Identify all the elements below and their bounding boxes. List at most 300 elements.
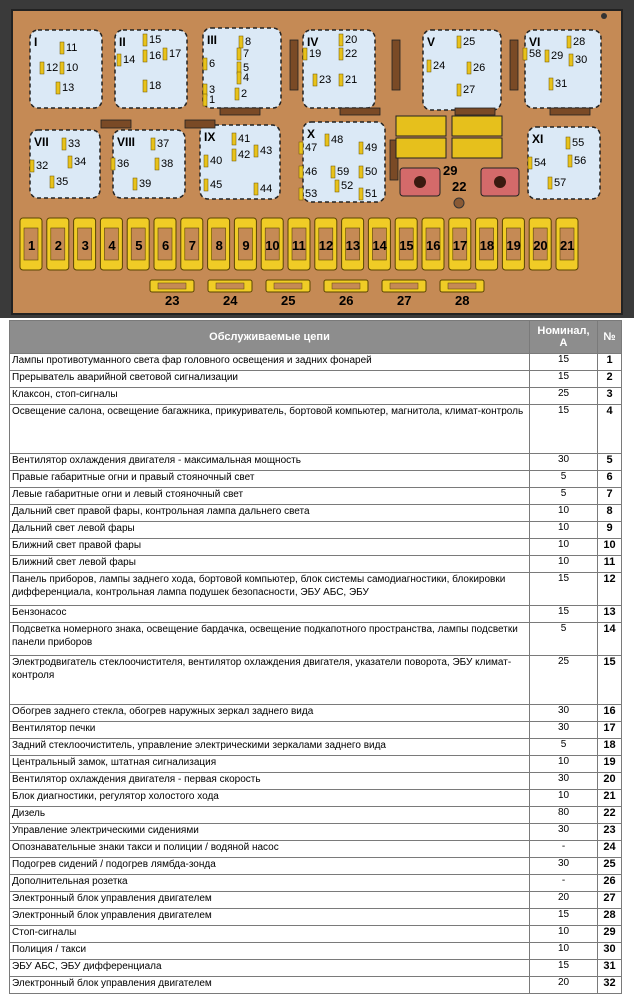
relay-terminal-pin [204, 179, 208, 191]
relay-label: II [119, 35, 126, 49]
relay-terminal-label: 18 [149, 80, 162, 92]
relay-terminal-pin [239, 36, 243, 48]
relay-terminal-label: 23 [319, 74, 332, 86]
fuse-11 [288, 218, 310, 270]
circuit-desc: Освещение салона, освещение багажника, прикуриватель, бортовой компьютер, магнитола, климат-контроль [10, 405, 530, 454]
table-row [10, 556, 622, 573]
table-row [10, 522, 622, 539]
fuse-5 [127, 218, 149, 270]
table-row [10, 841, 622, 858]
circuit-desc: Лампы противотуманного света фар головного освещения и задних фонарей [10, 354, 530, 371]
relay-terminal-pin [30, 160, 34, 172]
relay-label: VII [34, 135, 49, 149]
table-row [10, 505, 622, 522]
fuse-rating: 15 [530, 606, 598, 623]
circuit-desc: Электронный блок управления двигателем [10, 977, 530, 994]
fuse-10 [261, 218, 283, 270]
relay-terminal-pin [203, 94, 207, 106]
relay-terminal-label: 55 [572, 137, 585, 149]
fuse-19 [502, 218, 524, 270]
table-row [10, 405, 622, 454]
busbar-slot [101, 120, 131, 128]
relay-terminal-label: 46 [305, 166, 318, 178]
relay-terminal-label: 33 [68, 138, 81, 150]
relay-VI [523, 30, 601, 108]
fuse-number: 17 [598, 722, 622, 739]
fuse-29-label: 29 [443, 163, 458, 178]
relay-label: X [307, 127, 316, 141]
relay-terminal-pin [254, 183, 258, 195]
relay-terminal-pin [457, 84, 461, 96]
relay-label: XI [532, 132, 544, 146]
fuse-21 [556, 218, 578, 270]
fuse-rating: 10 [530, 943, 598, 960]
busbar-slot [510, 40, 518, 90]
fuse-6 [154, 218, 176, 270]
fuse-12 [315, 218, 337, 270]
circuit-desc: Вентилятор печки [10, 722, 530, 739]
relay-terminal-pin [325, 134, 329, 146]
relay-label: VIII [117, 135, 136, 149]
circuit-desc: Дальний свет левой фары [10, 522, 530, 539]
fuse-number: 31 [598, 960, 622, 977]
busbar-slot [550, 108, 590, 115]
fuse-number: 16 [598, 705, 622, 722]
fuse-number: 24 [598, 841, 622, 858]
relay-terminal-label: 29 [551, 50, 564, 62]
relay-terminal-label: 26 [473, 62, 486, 74]
relay-terminal-pin [204, 155, 208, 167]
table-row [10, 705, 622, 722]
relay-terminal-pin [254, 145, 258, 157]
table-row [10, 471, 622, 488]
fuse-number: 10 [598, 539, 622, 556]
fuse-rating: 15 [530, 354, 598, 371]
fuse-rating: 30 [530, 858, 598, 875]
table-row [10, 454, 622, 471]
fuse-number: 20 [598, 773, 622, 790]
fuse-label: 21 [560, 238, 575, 253]
relay-terminal-label: 51 [365, 188, 378, 200]
circuit-desc: Ближний свет левой фары [10, 556, 530, 573]
relay-terminal-pin [60, 62, 64, 74]
fuse-rating: 15 [530, 573, 598, 606]
fuse-number: 7 [598, 488, 622, 505]
fuse-rating: - [530, 841, 598, 858]
header-rating: Номинал, А [530, 321, 598, 354]
fuse-label: 3 [81, 238, 89, 253]
fuse-9 [234, 218, 256, 270]
fuse-number: 11 [598, 556, 622, 573]
relay-terminal-label: 44 [260, 183, 273, 195]
relay-terminal-label: 56 [574, 155, 587, 167]
fuse-29-contact [414, 176, 426, 188]
relay-terminal-pin [545, 50, 549, 62]
circuit-desc: Подогрев сидений / подогрев лямбда-зонда [10, 858, 530, 875]
relay-terminal-label: 25 [463, 36, 476, 48]
circuit-desc: Стоп-сигналы [10, 926, 530, 943]
table-row [10, 722, 622, 739]
fuse-rating: 10 [530, 790, 598, 807]
maxi-fuse [396, 138, 446, 158]
fuse-rating: 5 [530, 488, 598, 505]
fuse-number: 4 [598, 405, 622, 454]
relay-terminal-label: 30 [575, 54, 588, 66]
relay-terminal-label: 43 [260, 145, 273, 157]
fuse-number: 13 [598, 606, 622, 623]
busbar-slot [290, 40, 298, 90]
relay-terminal-pin [568, 155, 572, 167]
relay-terminal-pin [331, 166, 335, 178]
table-row [10, 756, 622, 773]
fuse-rating: 25 [530, 388, 598, 405]
circuit-desc: Центральный замок, штатная сигнализация [10, 756, 530, 773]
fuse-label: 9 [242, 238, 250, 253]
relay-terminal-label: 12 [46, 62, 59, 74]
relay-terminal-label: 20 [345, 34, 358, 46]
fuse-rating: 10 [530, 756, 598, 773]
relay-terminal-pin [467, 62, 471, 74]
fuse-window [390, 283, 418, 289]
fuse-label: 23 [165, 293, 180, 308]
fuse-number: 6 [598, 471, 622, 488]
fuse-box-diagram [0, 0, 634, 318]
relay-terminal-pin [548, 177, 552, 189]
relay-terminal-label: 59 [337, 166, 350, 178]
table-row [10, 773, 622, 790]
relay-terminal-label: 1 [209, 94, 216, 106]
fuse-rating: 5 [530, 471, 598, 488]
relay-terminal-label: 2 [241, 88, 248, 100]
circuit-desc: Обогрев заднего стекла, обогрев наружных зеркал заднего вида [10, 705, 530, 722]
fuse-2 [47, 218, 69, 270]
busbar-slot [392, 40, 400, 90]
relay-terminal-label: 7 [243, 48, 250, 60]
relay-V [423, 30, 501, 110]
relay-terminal-pin [457, 36, 461, 48]
relay-VIII [111, 130, 185, 198]
fuse-number: 21 [598, 790, 622, 807]
relay-terminal-label: 13 [62, 82, 75, 94]
fuse-rating: 30 [530, 773, 598, 790]
relay-terminal-pin [359, 142, 363, 154]
relay-terminal-pin [111, 158, 115, 170]
relay-terminal-label: 49 [365, 142, 378, 154]
relay-terminal-label: 42 [238, 149, 251, 161]
relay-terminal-label: 22 [345, 48, 358, 60]
relay-terminal-label: 8 [245, 36, 252, 48]
relay-terminal-pin [133, 178, 137, 190]
fuse-rating: 25 [530, 656, 598, 705]
busbar-slot [220, 108, 260, 115]
relay-terminal-pin [151, 138, 155, 150]
fuse-7 [181, 218, 203, 270]
relay-terminal-label: 40 [210, 155, 223, 167]
fuse-label: 26 [339, 293, 354, 308]
fuse-number: 18 [598, 739, 622, 756]
table-row [10, 960, 622, 977]
fuse-label: 18 [479, 238, 495, 253]
fuse-rating: - [530, 875, 598, 892]
fuse-number: 30 [598, 943, 622, 960]
fuse-label: 24 [223, 293, 238, 308]
fuse-window [448, 283, 476, 289]
circuit-desc: Клаксон, стоп-сигналы [10, 388, 530, 405]
relay-terminal-pin [235, 88, 239, 100]
table-row [10, 573, 622, 606]
relay-terminal-pin [62, 138, 66, 150]
circuit-desc: Бензонасос [10, 606, 530, 623]
fuse-rating: 15 [530, 960, 598, 977]
fuse-rating: 20 [530, 892, 598, 909]
relay-terminal-label: 3 [209, 84, 216, 96]
fuse-number: 26 [598, 875, 622, 892]
fuse-number: 3 [598, 388, 622, 405]
fuse-16 [422, 218, 444, 270]
relay-terminal-pin [359, 188, 363, 200]
circuit-desc: Дополнительная розетка [10, 875, 530, 892]
relay-label: I [34, 35, 38, 49]
relay-terminal-label: 14 [123, 54, 136, 66]
relay-terminal-pin [335, 180, 339, 192]
relay-terminal-label: 38 [161, 158, 174, 170]
relay-terminal-label: 54 [534, 157, 547, 169]
relay-terminal-pin [155, 158, 159, 170]
relay-terminal-pin [569, 54, 573, 66]
busbar-slot [455, 108, 495, 115]
table-row [10, 539, 622, 556]
fuse-rating: 30 [530, 454, 598, 471]
relay-terminal-label: 34 [74, 156, 87, 168]
table-row [10, 858, 622, 875]
fuse-window [332, 283, 360, 289]
fuse-rating: 30 [530, 705, 598, 722]
circuit-desc: Вентилятор охлаждения двигателя - первая скорость [10, 773, 530, 790]
relay-terminal-pin [40, 62, 44, 74]
circuit-desc: Управление электрическими сидениями [10, 824, 530, 841]
circuit-desc: Опознавательные знаки такси и полиции / водяной насос [10, 841, 530, 858]
circuit-desc: Задний стеклоочиститель, управление электрическими зеркалами заднего вида [10, 739, 530, 756]
relay-terminal-label: 27 [463, 84, 476, 96]
circuit-desc: Дизель [10, 807, 530, 824]
relay-terminal-pin [237, 72, 241, 84]
table-row [10, 388, 622, 405]
table-row [10, 807, 622, 824]
relay-terminal-pin [143, 80, 147, 92]
fuse-number: 12 [598, 573, 622, 606]
relay-terminal-pin [339, 48, 343, 60]
relay-terminal-pin [237, 48, 241, 60]
fuse-number: 22 [598, 807, 622, 824]
relay-IV [303, 30, 375, 108]
table-row [10, 371, 622, 388]
relay-terminal-label: 10 [66, 62, 79, 74]
table-row [10, 824, 622, 841]
relay-terminal-pin [523, 48, 527, 60]
relay-IX [200, 125, 280, 199]
fuse-window [158, 283, 186, 289]
fuse-label: 10 [265, 238, 280, 253]
fuse-label: 28 [455, 293, 470, 308]
relay-terminal-pin [163, 48, 167, 60]
fuse-number: 2 [598, 371, 622, 388]
table-row [10, 977, 622, 994]
relay-I [30, 30, 102, 108]
circuit-desc: Электронный блок управления двигателем [10, 892, 530, 909]
fuse-label: 5 [135, 238, 143, 253]
relay-terminal-label: 31 [555, 78, 568, 90]
relay-label: VI [529, 35, 541, 49]
relay-terminal-label: 53 [305, 188, 318, 200]
table-row [10, 623, 622, 656]
relay-terminal-label: 6 [209, 58, 216, 70]
circuit-desc: Блок диагностики, регулятор холостого хода [10, 790, 530, 807]
relay-terminal-label: 24 [433, 60, 446, 72]
table-row [10, 909, 622, 926]
relay-terminal-pin [50, 176, 54, 188]
table-row [10, 488, 622, 505]
fuse-15 [395, 218, 417, 270]
relay-terminal-pin [313, 74, 317, 86]
fuse-label: 13 [345, 238, 361, 253]
fuse-rating: 10 [530, 522, 598, 539]
fuse-rating: 10 [530, 556, 598, 573]
fuse-number: 32 [598, 977, 622, 994]
circuit-desc: Электронный блок управления двигателем [10, 909, 530, 926]
table-row [10, 875, 622, 892]
header-number: № [598, 321, 622, 354]
relay-VII [30, 130, 100, 198]
fuse-rating: 10 [530, 505, 598, 522]
fuse-holder-contact [494, 176, 506, 188]
fuse-label: 4 [108, 238, 116, 253]
fuse-label: 7 [188, 238, 197, 253]
fuse-rating: 80 [530, 807, 598, 824]
fuse-label: 1 [28, 238, 36, 253]
table-row [10, 926, 622, 943]
relay-terminal-label: 11 [66, 42, 78, 54]
table-row [10, 943, 622, 960]
relay-terminal-pin [117, 54, 121, 66]
busbar-slot [340, 108, 380, 115]
fuse-22-label: 22 [452, 179, 467, 194]
header-circuits: Обслуживаемые цепи [10, 321, 530, 354]
fuse-1 [20, 218, 42, 270]
relay-II [115, 30, 187, 108]
table-row [10, 790, 622, 807]
fuse-label: 12 [318, 238, 334, 253]
relay-terminal-label: 36 [117, 158, 130, 170]
busbar-slot [185, 120, 215, 128]
fuse-label: 25 [281, 293, 296, 308]
fuse-label: 16 [426, 238, 441, 253]
fuse-13 [342, 218, 364, 270]
circuit-desc: Левые габаритные огни и левый стояночный свет [10, 488, 530, 505]
fuse-label: 14 [372, 238, 387, 253]
relay-label: IX [204, 130, 216, 144]
relay-terminal-pin [143, 34, 147, 46]
relay-terminal-pin [566, 137, 570, 149]
relay-terminal-pin [56, 82, 60, 94]
relay-terminal-label: 47 [305, 142, 318, 154]
circuit-desc: Правые габаритные огни и правый стояночный свет [10, 471, 530, 488]
relay-terminal-pin [299, 188, 303, 200]
relay-terminal-pin [203, 58, 207, 70]
circuit-desc: Электродвигатель стеклоочистителя, вентилятор охлаждения двигателя, указатели поворота, ЭБУ климат-контроля [10, 656, 530, 705]
fuse-3 [74, 218, 96, 270]
relay-terminal-label: 52 [341, 180, 354, 192]
fuse-rating: 5 [530, 623, 598, 656]
relay-terminal-label: 35 [56, 176, 69, 188]
maxi-fuse [452, 138, 502, 158]
table-row [10, 354, 622, 371]
relay-terminal-pin [143, 50, 147, 62]
circuit-desc: Панель приборов, лампы заднего хода, бортовой компьютер, блок системы самодиагностики, блокировки дифференциала, контрольная лампа подушек безопасности, ЭБУ АБС, ЭБУ [10, 573, 530, 606]
fuse-14 [368, 218, 390, 270]
fuse-rating: 15 [530, 909, 598, 926]
fuse-8 [208, 218, 230, 270]
relay-terminal-pin [339, 74, 343, 86]
fuse-rating: 5 [530, 739, 598, 756]
fuse-number: 5 [598, 454, 622, 471]
fuse-number: 25 [598, 858, 622, 875]
relay-terminal-pin [427, 60, 431, 72]
relay-terminal-label: 57 [554, 177, 567, 189]
fuse-20 [529, 218, 551, 270]
relay-terminal-pin [528, 157, 532, 169]
table-row [10, 892, 622, 909]
fuse-number: 23 [598, 824, 622, 841]
circuit-desc: Подсветка номерного знака, освещение бардачка, освещение подкапотного пространства, лампы подсветки панели приборов [10, 623, 530, 656]
fuse-number: 29 [598, 926, 622, 943]
relay-terminal-pin [232, 149, 236, 161]
fuse-label: 19 [506, 238, 521, 253]
relay-terminal-label: 37 [157, 138, 170, 150]
circuit-desc: Ближний свет правой фары [10, 539, 530, 556]
relay-terminal-label: 16 [149, 50, 162, 62]
fuse-number: 9 [598, 522, 622, 539]
relay-label: IV [307, 35, 319, 49]
relay-terminal-pin [232, 133, 236, 145]
table-row [10, 739, 622, 756]
relay-terminal-label: 32 [36, 160, 49, 172]
relay-terminal-pin [567, 36, 571, 48]
relay-terminal-pin [359, 166, 363, 178]
relay-terminal-label: 45 [210, 179, 223, 191]
fuse-rating: 15 [530, 405, 598, 454]
relay-terminal-label: 41 [238, 133, 251, 145]
relay-terminal-label: 58 [529, 48, 542, 60]
fuse-rating: 30 [530, 722, 598, 739]
table-row [10, 656, 622, 705]
relay-terminal-label: 4 [243, 72, 250, 84]
fuse-rating: 10 [530, 539, 598, 556]
fuse-17 [449, 218, 471, 270]
maxi-fuse [396, 116, 446, 136]
fuse-table-container [9, 320, 622, 994]
relay-X [299, 122, 385, 202]
fuse-number: 15 [598, 656, 622, 705]
circuit-desc: Прерыватель аварийной световой сигнализации [10, 371, 530, 388]
fuse-label: 2 [54, 238, 63, 253]
fuse-rating: 30 [530, 824, 598, 841]
fuse-rating: 10 [530, 926, 598, 943]
relay-terminal-label: 39 [139, 178, 152, 190]
fuse-label: 20 [533, 238, 548, 253]
circuit-desc: Дальний свет правой фары, контрольная лампа дальнего света [10, 505, 530, 522]
fuse-number: 27 [598, 892, 622, 909]
fuse-label: 27 [397, 293, 412, 308]
